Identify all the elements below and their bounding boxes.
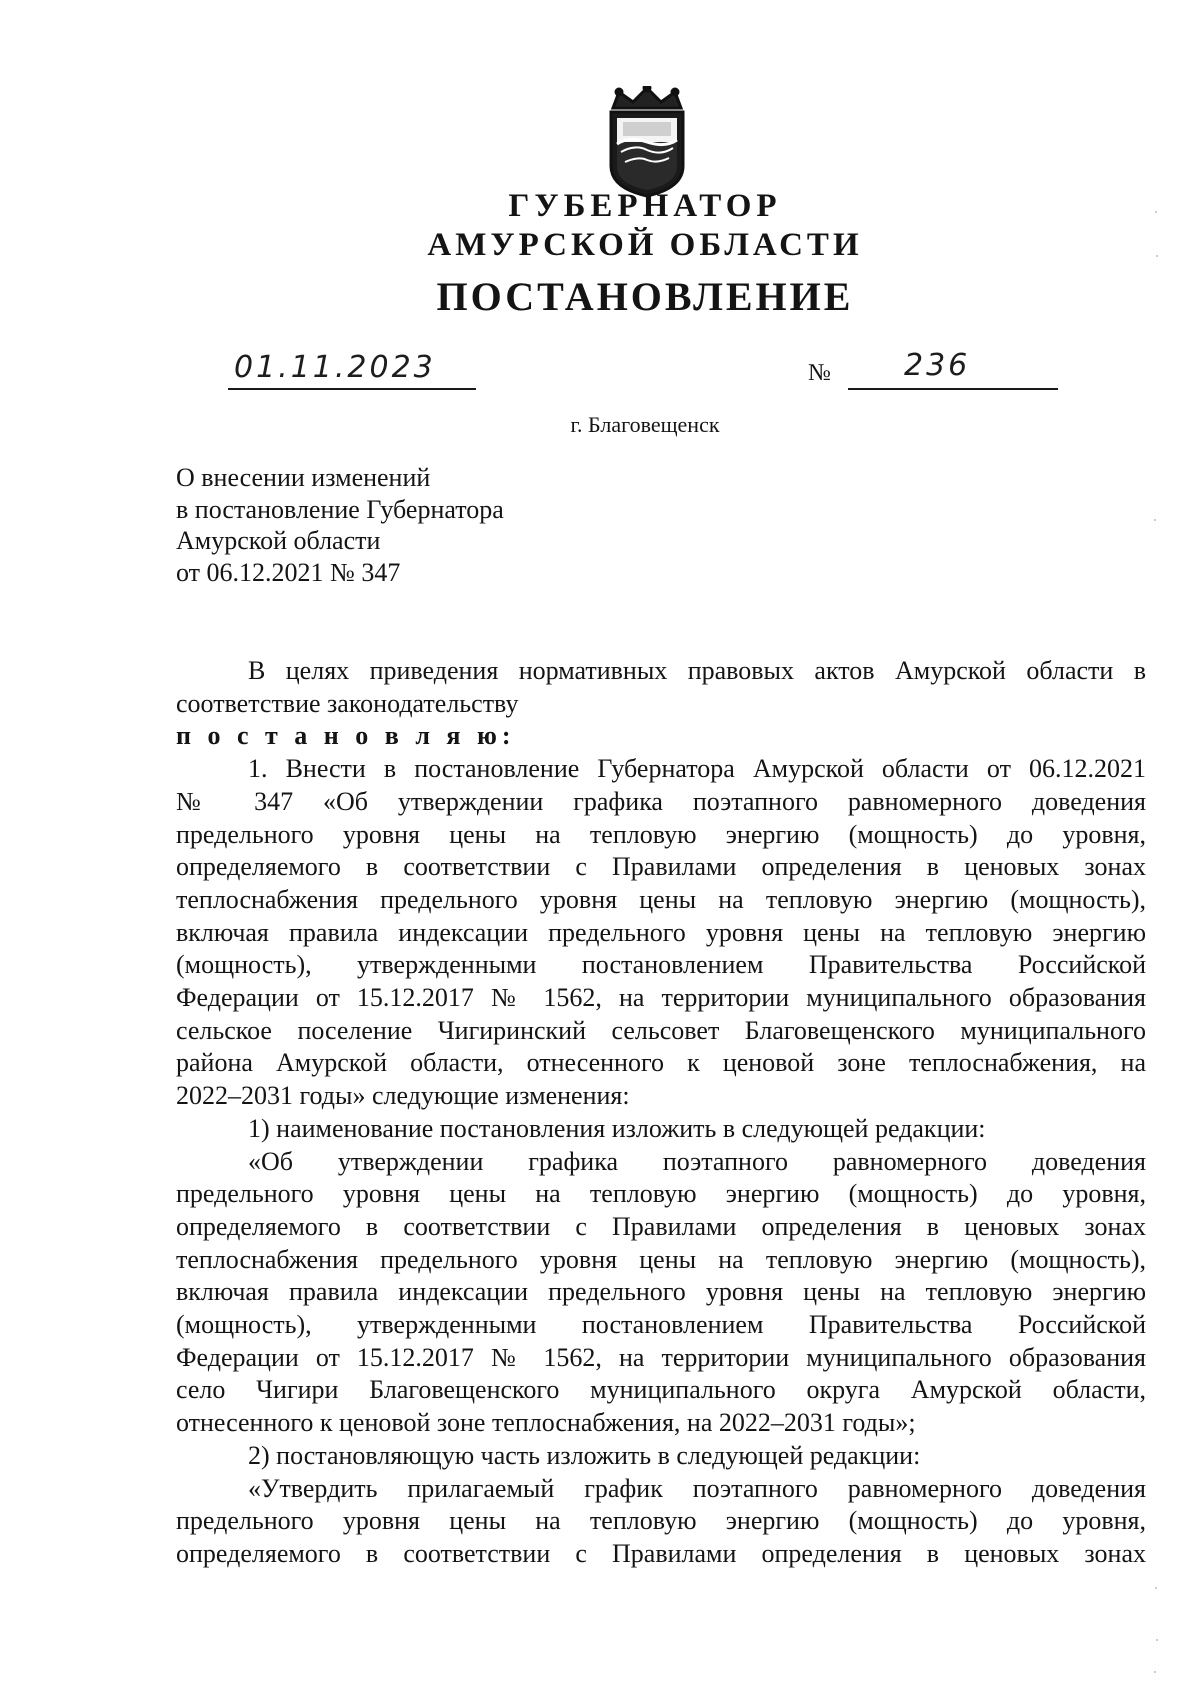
body-line: село Чигири Благовещенского муниципального округа Амурской области, [176, 1375, 1146, 1405]
body-line: 1) наименование постановления изложить в следующей редакции: [248, 1113, 986, 1143]
body-line: В целях приведения нормативных правовых актов Амурской области в [248, 656, 1146, 685]
body-line: 2) постановляющую часть изложить в следующей редакции: [248, 1440, 921, 1470]
body-line: определяемого в соответствии с Правилами определения в ценовых зонах [176, 1538, 1146, 1568]
body-line: предельного уровня цены на тепловую энергию (мощность) до уровня, [176, 819, 1146, 849]
scan-specks [1146, 0, 1166, 1697]
body-line: (мощность), утвержденными постановлением Правительства Российской [176, 950, 1146, 980]
body-line: № 347 «Об утверждении графика поэтапного равномерного доведения [176, 786, 1146, 816]
subject-line: в постановление Губернатора [176, 494, 504, 524]
body-line: включая правила индексации предельного уровня цены на тепловую энергию [176, 1277, 1146, 1307]
body-line: предельного уровня цены на тепловую энергию (мощность) до уровня, [176, 1506, 1146, 1536]
subject-line: от 06.12.2021 № 347 [176, 557, 401, 587]
body-line: предельного уровня цены на тепловую энергию (мощность) до уровня, [176, 1179, 1146, 1209]
date-field [228, 350, 476, 390]
city-label: г. Благовещенск [570, 412, 720, 437]
body-line: сельское поселение Чигиринский сельсовет Благовещенского муниципального [176, 1015, 1146, 1045]
document-body [176, 655, 1146, 1571]
body-line: района Амурской области, отнесенного к ценовой зоне теплоснабжения, на [176, 1048, 1146, 1078]
body-line: определяемого в соответствии с Правилами определения в ценовых зонах [176, 1211, 1146, 1241]
body-line: отнесенного к ценовой зоне теплоснабжения, на 2022–2031 годы»; [176, 1408, 916, 1438]
subject-line: Амурской области [176, 526, 381, 555]
body-line: «Об утверждении графика поэтапного равномерного доведения [248, 1146, 1146, 1176]
body-line: включая правила индексации предельного уровня цены на тепловую энергию [176, 917, 1146, 947]
body-line: определяемого в соответствии с Правилами определения в ценовых зонах [176, 852, 1146, 882]
date-handwritten: 01.11.2023 [234, 350, 436, 385]
body-line: теплоснабжения предельного уровня цены на тепловую энергию (мощность), [176, 1244, 1146, 1274]
document-subject [176, 462, 504, 588]
number-field [848, 348, 1058, 390]
decree-keyword: п о с т а н о в л я ю: [176, 721, 516, 751]
body-line: 1. Внести в постановление Губернатора Амурской области от 06.12.2021 [248, 754, 1146, 784]
body-line: соответствие законодательству [176, 688, 519, 718]
subject-line: О внесении изменений [176, 463, 431, 492]
number-label: № [808, 360, 831, 386]
body-line: Федерации от 15.12.2017 № 1562, на территории муниципального образования [176, 983, 1146, 1013]
body-line: «Утвердить прилагаемый график поэтапного равномерного доведения [248, 1473, 1146, 1503]
body-line: Федерации от 15.12.2017 № 1562, на территории муниципального образования [176, 1342, 1146, 1372]
coat-of-arms-icon [599, 86, 695, 198]
header-governor: ГУБЕРНАТОР [508, 188, 782, 224]
header-region: АМУРСКОЙ ОБЛАСТИ [427, 227, 863, 263]
body-line: (мощность), утвержденными постановлением Правительства Российской [176, 1310, 1146, 1340]
body-line: теплоснабжения предельного уровня цены на тепловую энергию (мощность), [176, 884, 1146, 914]
number-handwritten: 236 [904, 348, 971, 383]
document-type-title: ПОСТАНОВЛЕНИЕ [436, 274, 854, 319]
body-line: 2022–2031 годы» следующие изменения: [176, 1081, 630, 1111]
